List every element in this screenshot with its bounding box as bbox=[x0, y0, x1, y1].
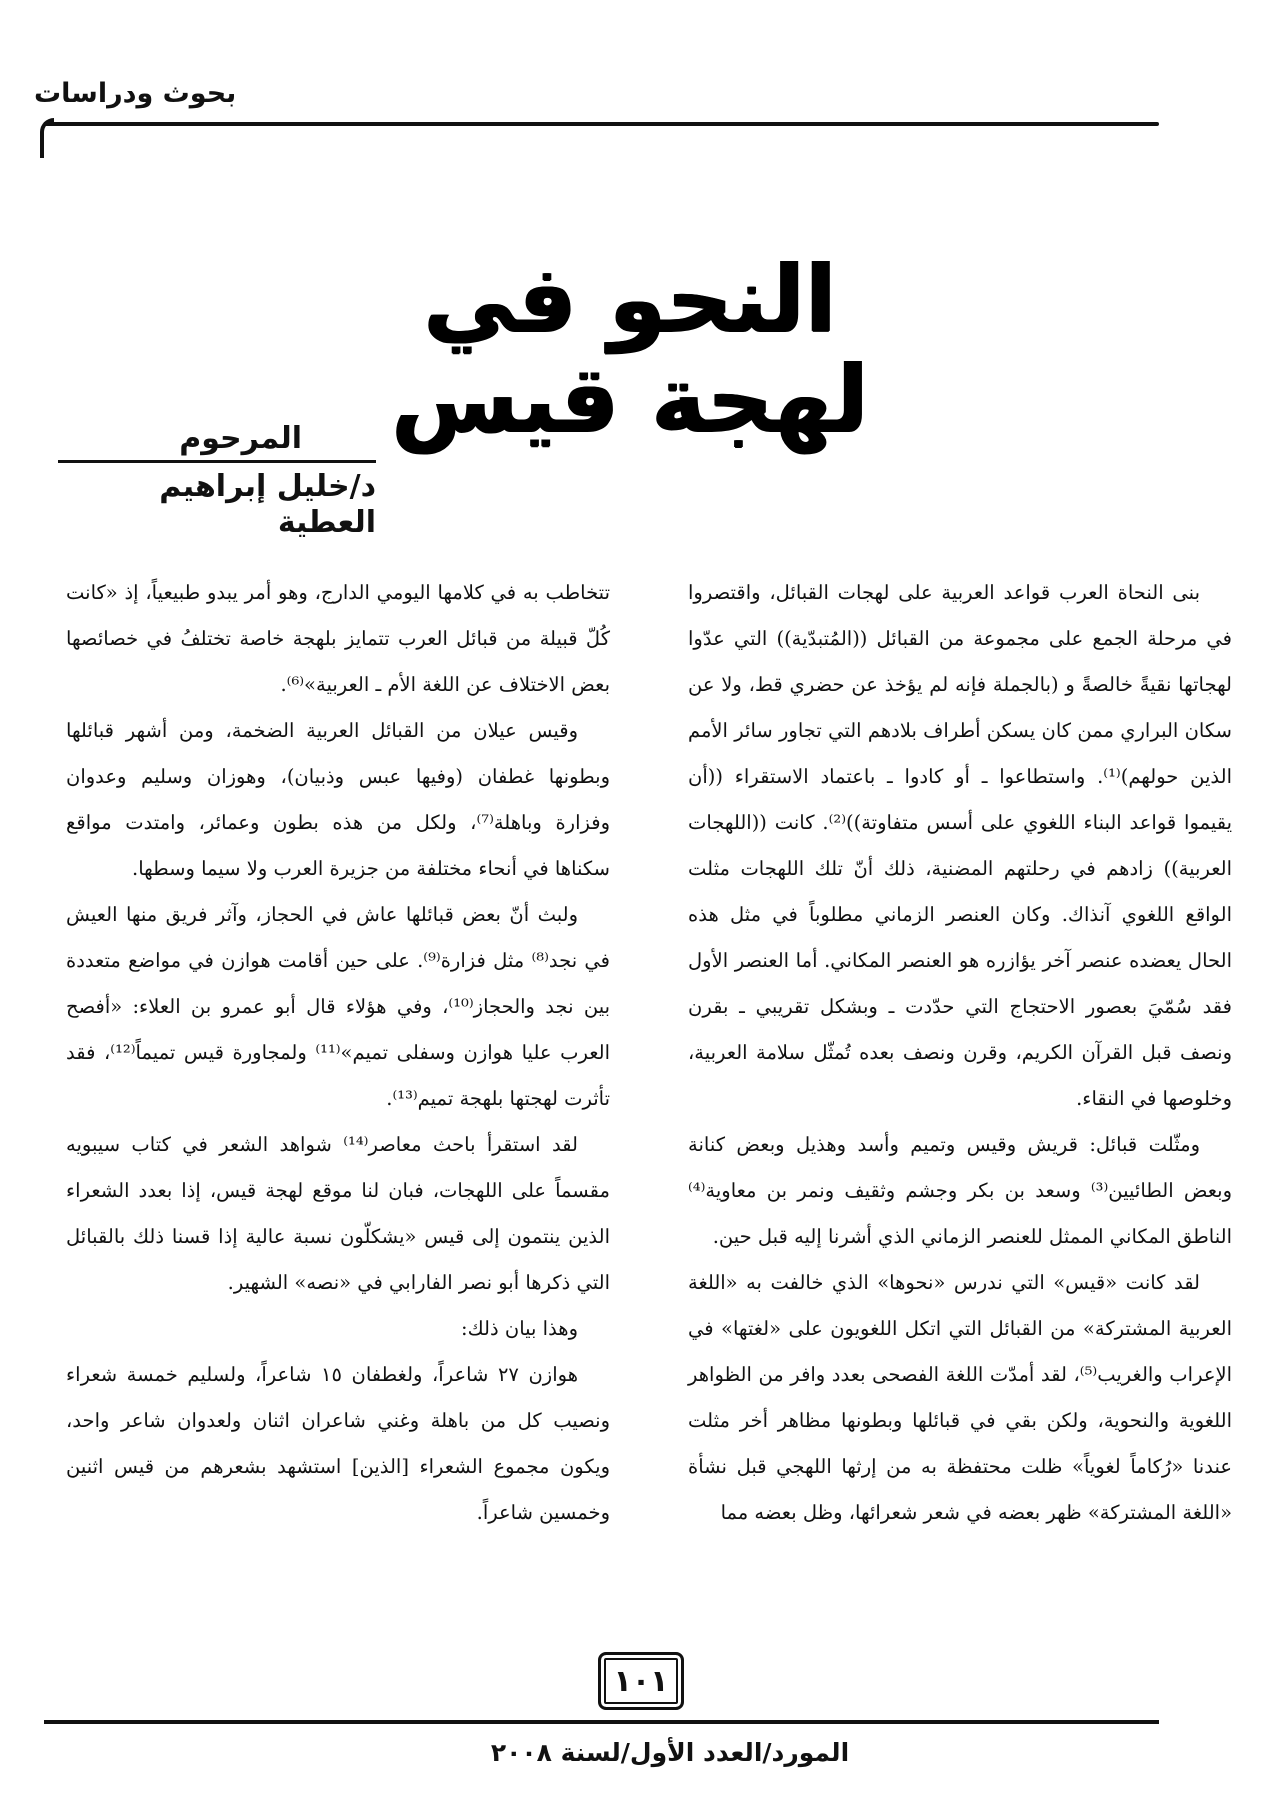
page-number: ١٠١ bbox=[613, 1663, 669, 1699]
header-rule bbox=[44, 122, 1159, 126]
page-number-box bbox=[598, 1652, 684, 1710]
author-name: د/خليل إبراهيم العطية bbox=[159, 469, 376, 540]
left-paragraph: ولبث أنّ بعض قبائلها عاش في الحجاز، وآثر فريق منها العيش في نجد⁽⁸⁾ مثل فزارة⁽⁹⁾. على حين أقامت هوازن في مواضع متعددة بين نجد والحجاز⁽¹⁰⁾، وفي هؤلاء قال أبو عمرو بن العلاء: «أفصح العرب عليا هوازن وسفلى تميم»⁽¹¹⁾ ولمجاورة قيس تميماً⁽¹²⁾، فقد تأثرت لهجتها بلهجة تميم⁽¹³⁾. bbox=[66, 903, 611, 1110]
article-title: النحو في لهجة قيس bbox=[391, 246, 869, 453]
left-paragraph: هوازن ٢٧ شاعراً، ولغطفان ١٥ شاعراً، ولسليم خمسة شعراء ونصيب كل من باهلة وغني شاعران اثنان ولعدوان شاعر واحد، ويكون مجموع الشعراء [الذين] استشهد بشعرهم من قيس اثنين وخمسين شاعراً. bbox=[66, 1363, 610, 1524]
left-paragraph: تتخاطب به في كلامها اليومي الدارج، وهو أمر يبدو طبيعياً، إذ «كانت كُلّ قبيلة من قبائل العرب تتمايز بلهجة خاصة تختلفُ في خصائصها بعض الاختلاف عن اللغة الأم ـ العربية»⁽⁶⁾. bbox=[66, 581, 610, 696]
author-block bbox=[58, 420, 376, 541]
left-paragraph: لقد استقرأ باحث معاصر⁽¹⁴⁾ شواهد الشعر في كتاب سيبويه مقسماً على اللهجات، فبان لنا موقع لهجة قيس، إذا بعدد الشعراء الذين ينتمون إلى قيس «يشكلّون نسبة عالية إذا قسنا ذلك بالقبائل التي ذكرها أبو نصر الفارابي في «نصه» الشهير. bbox=[66, 1133, 610, 1294]
section-label: بحوث ودراسات bbox=[34, 78, 237, 109]
left-paragraph: وقيس عيلان من القبائل العربية الضخمة، ومن أشهر قبائلها وبطونها غطفان (وفيها عبس وذبيان)، وهوزان وسليم وعدوان وفزارة وباهلة⁽⁷⁾، ولكل من هذه بطون وعمائر، وامتدت مواقع سكناها في أنحاء مختلفة من جزيرة العرب ولا سيما وسطها. bbox=[66, 719, 610, 880]
left-column bbox=[66, 570, 610, 1536]
right-paragraph: لقد كانت «قيس» التي ندرس «نحوها» الذي خالفت به «اللغة العربية المشتركة» من القبائل التي اتكل اللغويون على «لغتها» في الإعراب والغريب⁽⁵⁾، لقد أمدّت اللغة الفصحى بعدد وافر من الظواهر اللغوية والنحوية، ولكن بقي في قبائلها وبطونها مظاهر أخر مثلت عندنا «رُكاماً لغوياً» ظلت محتفظة به من إرثها اللهجي قبل نشأة «اللغة المشتركة» ظهر بعضه في شعر شعرائها، وظل بعضه مما bbox=[688, 1271, 1233, 1524]
left-paragraph: وهذا بيان ذلك: bbox=[461, 1317, 578, 1340]
journal-info: المورد/العدد الأول/لسنة ٢٠٠٨ bbox=[490, 1738, 850, 1767]
right-column bbox=[688, 570, 1232, 1536]
author-honorific: المرحوم bbox=[179, 421, 302, 456]
author-rule bbox=[58, 460, 376, 463]
right-paragraph: ومثّلت قبائل: قريش وقيس وتميم وأسد وهذيل وبعض كنانة وبعض الطائيين⁽³⁾ وسعد بن بكر وجشم وثقيف ونمر بن معاوية⁽⁴⁾ الناطق المكاني الممثل للعنصر الزماني الذي أشرنا إليه قبل حين. bbox=[688, 1133, 1232, 1248]
right-paragraph: بنى النحاة العرب قواعد العربية على لهجات القبائل، واقتصروا في مرحلة الجمع على مجموعة من القبائل ((المُتبدّية)) التي عدّوا لهجاتها نقيةً خالصةً و (بالجملة فإنه لم يؤخذ عن حضري قط، ولا عن سكان البراري ممن كان يسكن أطراف بلادهم التي تجاور سائر الأمم الذين حولهم)⁽¹⁾. واستطاعوا ـ أو كادوا ـ باعتماد الاستقراء ((أن يقيموا قواعد البناء اللغوي على أسس متفاوتة))⁽²⁾. كانت ((اللهجات العربية)) زادهم في رحلتهم المضنية، ذلك أنّ تلك اللهجات مثلت الواقع اللغوي آنذاك. وكان العنصر الزماني مطلوباً في مثل هذه الحال يعضده عنصر آخر يؤازره هو العنصر المكاني. أما العنصر الأول فقد سُمّيَ بعصور الاحتجاج التي حدّدت ـ وبشكل تقريبي ـ بقرن ونصف قبل القرآن الكريم، وقرن ونصف بعده تُمثّل سلامة العربية، وخلوصها في النقاء. bbox=[688, 581, 1233, 1110]
footer-rule bbox=[44, 1720, 1159, 1724]
